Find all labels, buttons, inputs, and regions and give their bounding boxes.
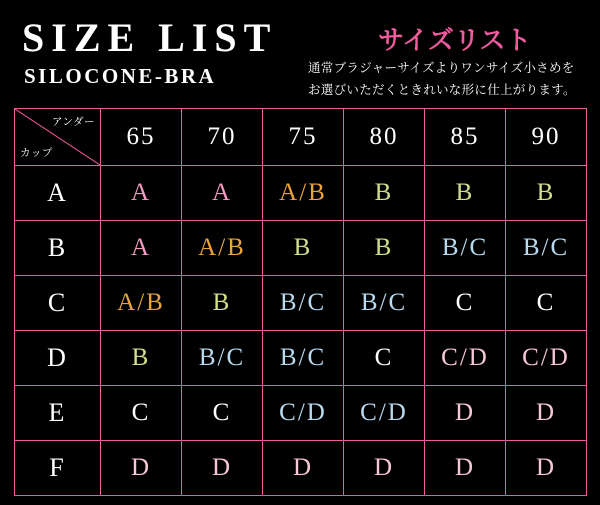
cell-b-80: B xyxy=(344,221,425,276)
size-table-body xyxy=(15,166,587,496)
row-header-b: B xyxy=(15,221,101,276)
page-title: SIZE LIST xyxy=(22,15,278,60)
row-header-e: E xyxy=(15,386,101,441)
cell-a-90: B xyxy=(506,166,587,221)
table-corner-cell xyxy=(15,109,101,166)
table-row xyxy=(15,386,587,441)
cell-c-90: C xyxy=(506,276,587,331)
cell-e-80: C/D xyxy=(344,386,425,441)
cell-a-65: A xyxy=(101,166,182,221)
column-header-80: 80 xyxy=(344,109,425,166)
header xyxy=(0,0,600,108)
cell-f-80: D xyxy=(344,441,425,496)
row-header-c: C xyxy=(15,276,101,331)
cell-d-80: C xyxy=(344,331,425,386)
column-header-85: 85 xyxy=(425,109,506,166)
size-table-head xyxy=(15,109,587,166)
cell-c-70: B xyxy=(182,276,263,331)
table-row xyxy=(15,276,587,331)
cell-b-70: A/B xyxy=(182,221,263,276)
cell-b-90: B/C xyxy=(506,221,587,276)
cell-a-70: A xyxy=(182,166,263,221)
note-text xyxy=(308,58,598,102)
table-row xyxy=(15,221,587,276)
cell-f-70: D xyxy=(182,441,263,496)
cell-c-80: B/C xyxy=(344,276,425,331)
size-table-wrapper xyxy=(14,108,586,492)
cell-f-75: D xyxy=(263,441,344,496)
table-row xyxy=(15,166,587,221)
cell-f-85: D xyxy=(425,441,506,496)
page-subtitle: SILOCONE-BRA xyxy=(24,64,217,88)
under-band-label: アンダー xyxy=(51,116,95,128)
column-header-75: 75 xyxy=(263,109,344,166)
column-header-70: 70 xyxy=(182,109,263,166)
cell-f-65: D xyxy=(101,441,182,496)
cell-b-65: A xyxy=(101,221,182,276)
column-header-65: 65 xyxy=(101,109,182,166)
cell-e-90: D xyxy=(506,386,587,441)
cell-f-90: D xyxy=(506,441,587,496)
cell-d-75: B/C xyxy=(263,331,344,386)
table-row xyxy=(15,331,587,386)
row-header-a: A xyxy=(15,166,101,221)
table-header-row xyxy=(15,109,587,166)
cell-d-70: B/C xyxy=(182,331,263,386)
cell-d-65: B xyxy=(101,331,182,386)
row-header-d: D xyxy=(15,331,101,386)
note-line-2: お選びいただくときれいな形に仕上がります。 xyxy=(308,82,576,97)
cell-d-90: C/D xyxy=(506,331,587,386)
cell-e-75: C/D xyxy=(263,386,344,441)
cell-e-85: D xyxy=(425,386,506,441)
table-row xyxy=(15,441,587,496)
cell-b-85: B/C xyxy=(425,221,506,276)
cell-e-70: C xyxy=(182,386,263,441)
cell-c-65: A/B xyxy=(101,276,182,331)
cell-c-75: B/C xyxy=(263,276,344,331)
cell-a-80: B xyxy=(344,166,425,221)
column-header-90: 90 xyxy=(506,109,587,166)
page-title-japanese: サイズリスト xyxy=(378,25,532,55)
note-line-1: 通常ブラジャーサイズよりワンサイズ小さめを xyxy=(308,61,575,75)
cell-a-75: A/B xyxy=(263,166,344,221)
row-header-f: F xyxy=(15,441,101,496)
cell-e-65: C xyxy=(101,386,182,441)
cell-c-85: C xyxy=(425,276,506,331)
cell-a-85: B xyxy=(425,166,506,221)
cell-b-75: B xyxy=(263,221,344,276)
cell-d-85: C/D xyxy=(425,331,506,386)
cup-label: カップ xyxy=(20,147,53,159)
size-table xyxy=(14,108,587,496)
